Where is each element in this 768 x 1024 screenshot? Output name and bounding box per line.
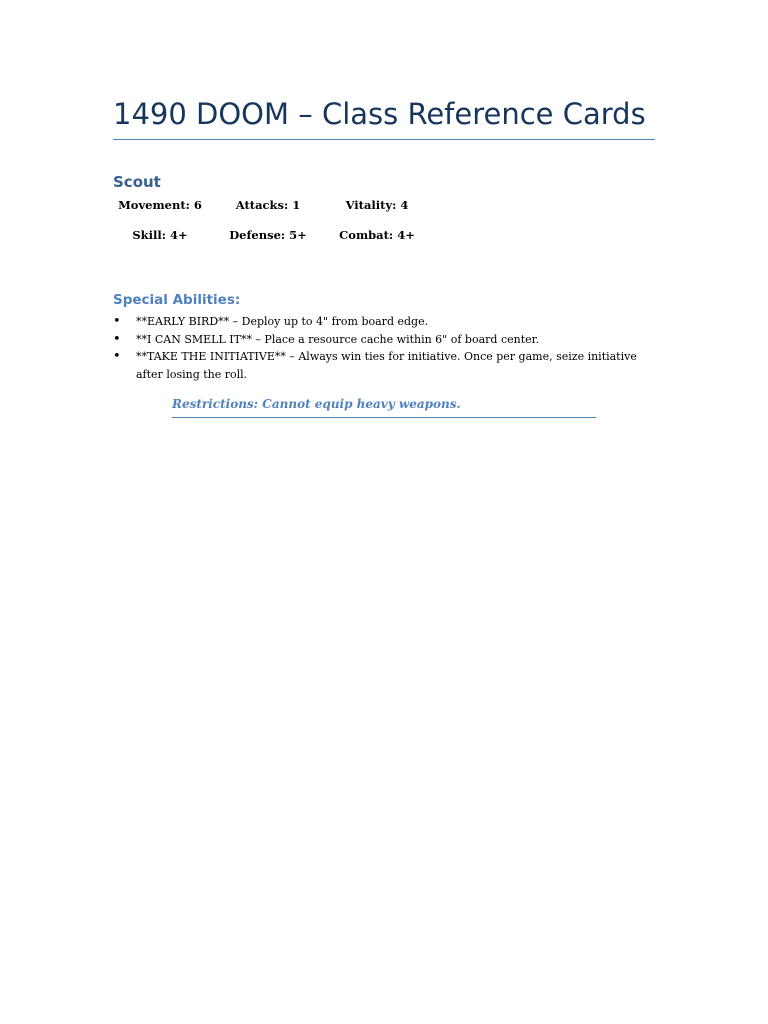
special-abilities-heading: Special Abilities:	[113, 292, 241, 308]
stat-movement-value: 6	[193, 198, 202, 212]
stat-defense-label: Defense:	[229, 228, 286, 242]
stat-movement	[100, 197, 220, 213]
stat-combat-value: 4+	[397, 228, 415, 242]
stat-combat-label: Combat:	[339, 228, 394, 242]
stat-combat	[317, 227, 437, 243]
stat-vitality-label: Vitality:	[345, 198, 397, 212]
stat-skill	[100, 227, 220, 243]
ability-item-early-bird	[113, 313, 653, 331]
stat-attacks-value: 1	[292, 198, 301, 212]
stat-attacks-label: Attacks:	[235, 198, 289, 212]
ability-text: **EARLY BIRD** – Deploy up to 4" from board edge.	[136, 315, 429, 328]
ability-item-take-the-initiative	[113, 348, 653, 383]
stat-defense-value: 5+	[289, 228, 307, 242]
stat-vitality-value: 4	[400, 198, 409, 212]
bullet-icon: •	[113, 331, 121, 347]
ability-text: **TAKE THE INITIATIVE** – Always win ties for initiative. Once per game, seize initiative after losing the roll.	[136, 350, 637, 381]
stat-skill-value: 4+	[170, 228, 188, 242]
class-name-heading: Scout	[113, 173, 161, 191]
document-title: 1490 DOOM – Class Reference Cards	[113, 97, 646, 131]
stat-movement-label: Movement:	[118, 198, 190, 212]
stat-defense	[208, 227, 328, 243]
ability-item-i-can-smell-it	[113, 331, 653, 349]
restrictions-note: Restrictions: Cannot equip heavy weapons.	[172, 396, 596, 418]
ability-text: **I CAN SMELL IT** – Place a resource cache within 6" of board center.	[136, 332, 540, 346]
bullet-icon: •	[113, 349, 121, 364]
stat-attacks	[208, 197, 328, 213]
bullet-icon: •	[113, 314, 121, 329]
special-abilities-list	[113, 313, 653, 383]
title-underline	[113, 139, 655, 140]
stat-vitality	[317, 197, 437, 213]
stat-skill-label: Skill:	[132, 228, 166, 242]
